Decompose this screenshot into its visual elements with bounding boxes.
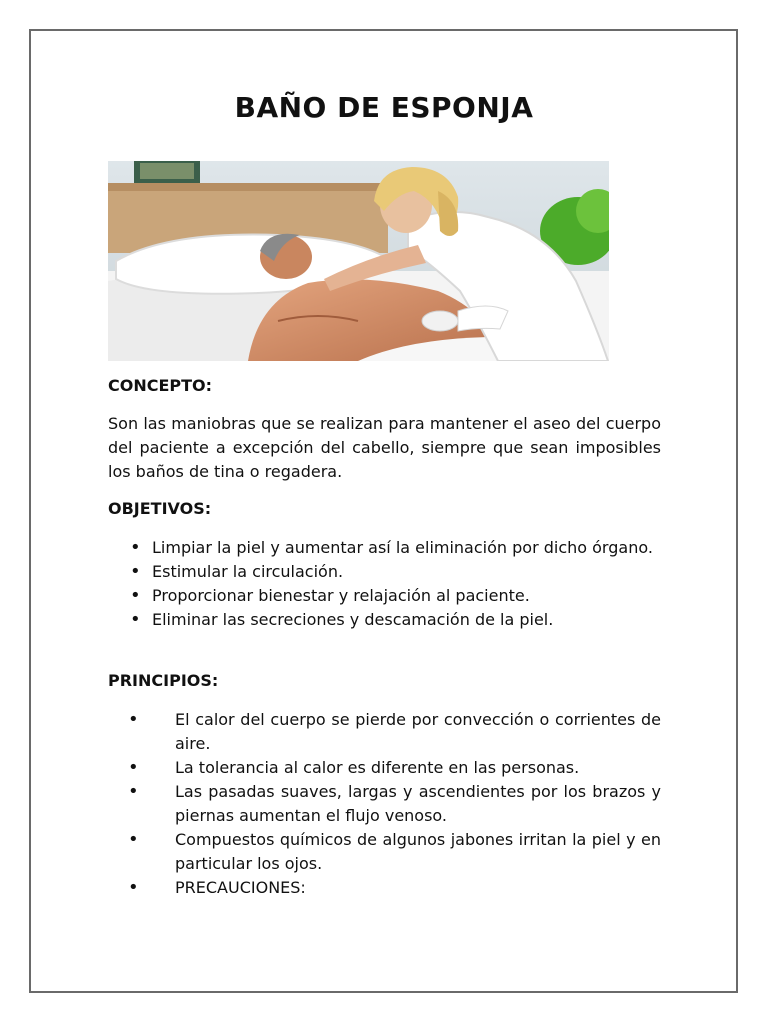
principios-section bbox=[108, 669, 661, 693]
nurse-sponge-bath-photo bbox=[108, 161, 609, 361]
list-item: • Estimular la circulación. bbox=[108, 560, 661, 584]
list-item: • El calor del cuerpo se pierde por convección o corrientes de aire. bbox=[108, 708, 661, 756]
page-title: BAÑO DE ESPONJA bbox=[234, 91, 534, 124]
list-item: • Limpiar la piel y aumentar así la eliminación por dicho órgano. bbox=[108, 536, 661, 560]
list-item: • Proporcionar bienestar y relajación al paciente. bbox=[108, 584, 661, 608]
principios-list-container bbox=[108, 708, 661, 900]
list-item: • La tolerancia al calor es diferente en las personas. bbox=[108, 756, 661, 780]
concepto-text: Son las maniobras que se realizan para mantener el aseo del cuerpo del paciente a excepción del cabello, siempre que sean imposibles los baños de tina o regadera. bbox=[108, 414, 661, 481]
objetivos-section bbox=[108, 497, 661, 521]
objetivos-list bbox=[108, 536, 661, 632]
principios-list bbox=[108, 708, 661, 900]
list-item: • Eliminar las secreciones y descamación de la piel. bbox=[108, 608, 661, 632]
concepto-heading: CONCEPTO: bbox=[108, 376, 213, 395]
objetivos-list-container bbox=[108, 536, 661, 632]
list-item: • Compuestos químicos de algunos jabones irritan la piel y en particular los ojos. bbox=[108, 828, 661, 876]
principios-heading: PRINCIPIOS: bbox=[108, 671, 219, 690]
list-item: • PRECAUCIONES: bbox=[108, 876, 661, 900]
list-item: • Las pasadas suaves, largas y ascendientes por los brazos y piernas aumentan el flujo venoso. bbox=[108, 780, 661, 828]
concepto-section bbox=[108, 374, 661, 398]
objetivos-heading: OBJETIVOS: bbox=[108, 499, 212, 518]
